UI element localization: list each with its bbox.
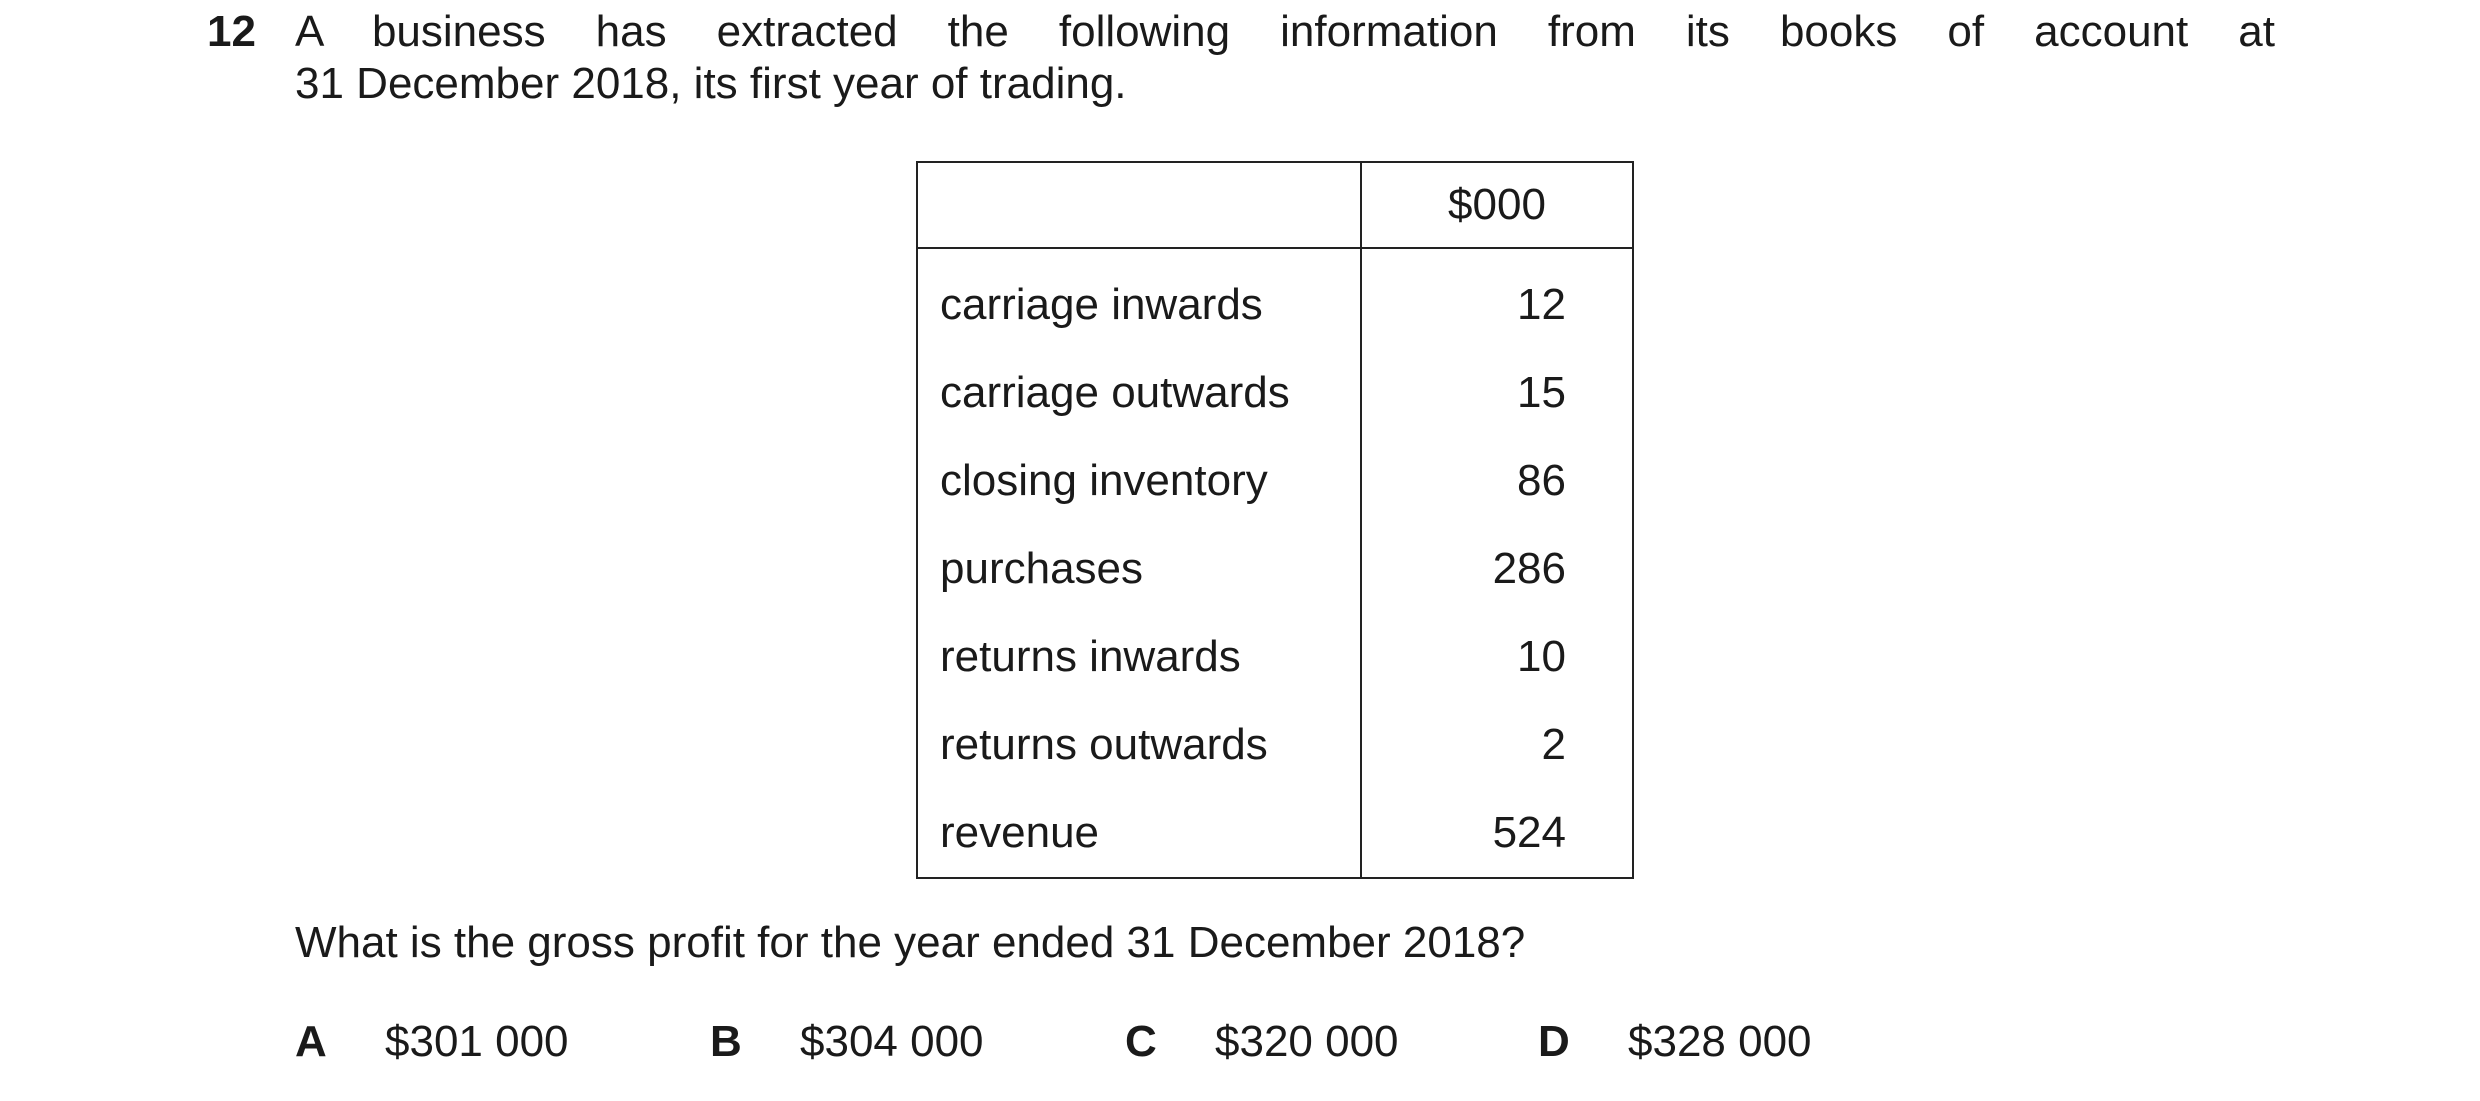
row-value: 10 (1361, 613, 1633, 701)
row-value: 2 (1361, 701, 1633, 789)
option-c[interactable] (1125, 1016, 1399, 1068)
row-value: 86 (1361, 437, 1633, 525)
option-b[interactable] (710, 1016, 984, 1068)
question-stem-line-1: A business has extracted the following information from its books of account at (295, 7, 2275, 56)
table-header-row (917, 162, 1633, 248)
table-header-unit: $000 (1361, 162, 1633, 248)
option-a[interactable] (295, 1016, 569, 1068)
row-value: 15 (1361, 349, 1633, 437)
question-stem-line-2: 31 December 2018, its first year of trading. (295, 59, 1127, 108)
option-d[interactable] (1538, 1016, 1812, 1068)
row-label: revenue (917, 789, 1361, 878)
accounts-table (916, 161, 1634, 879)
row-value: 524 (1361, 789, 1633, 878)
table-row (917, 613, 1633, 701)
table-row (917, 437, 1633, 525)
table-row (917, 701, 1633, 789)
row-label: closing inventory (917, 437, 1361, 525)
table-row (917, 525, 1633, 613)
option-letter: B (710, 1017, 742, 1066)
table-row (917, 349, 1633, 437)
question-prompt: What is the gross profit for the year ended 31 December 2018? (295, 918, 1526, 967)
row-label: carriage inwards (917, 248, 1361, 349)
option-letter: A (295, 1017, 327, 1066)
option-letter: D (1538, 1017, 1570, 1066)
option-text: $304 000 (800, 1017, 984, 1066)
table-row (917, 248, 1633, 349)
table-row (917, 789, 1633, 878)
row-value: 286 (1361, 525, 1633, 613)
question-number: 12 (207, 7, 256, 56)
row-value: 12 (1361, 248, 1633, 349)
option-text: $328 000 (1628, 1017, 1812, 1066)
row-label: carriage outwards (917, 349, 1361, 437)
option-text: $301 000 (385, 1017, 569, 1066)
table-header-label (917, 162, 1361, 248)
answer-options (295, 1016, 2295, 1068)
question-stem (295, 6, 2275, 110)
option-letter: C (1125, 1017, 1157, 1066)
option-text: $320 000 (1215, 1017, 1399, 1066)
row-label: returns outwards (917, 701, 1361, 789)
row-label: returns inwards (917, 613, 1361, 701)
row-label: purchases (917, 525, 1361, 613)
